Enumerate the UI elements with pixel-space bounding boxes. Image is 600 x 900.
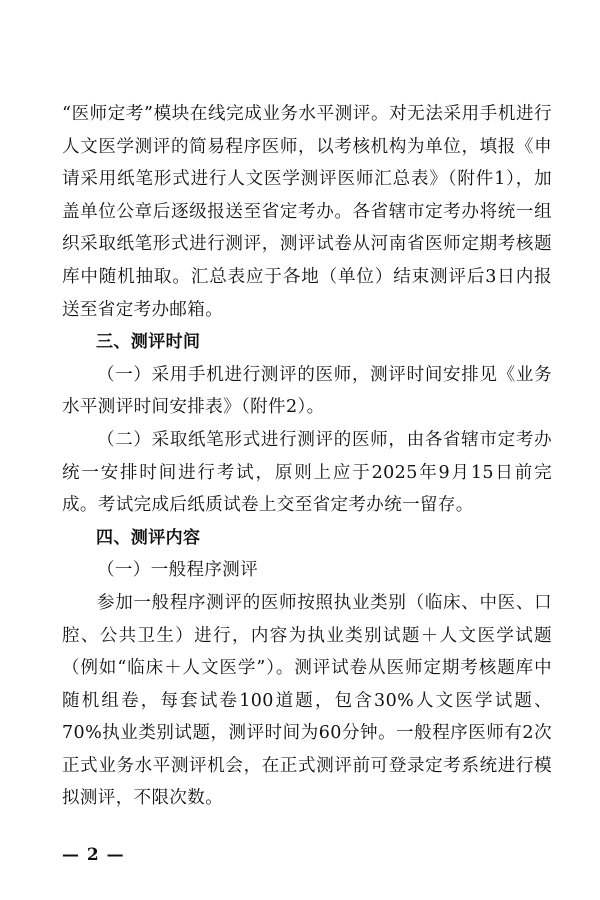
paragraph-general-procedure: 参加一般程序测评的医师按照执业类别（临床、中医、口腔、公共卫生）进行，内容为执业类别试题＋人文医学试题（例如“临床＋人文医学”）。测评试卷从医师定期考核题库中随机组卷，每套试卷100道题，包含30%人文医学试题、70%执业类别试题，测评时间为60分钟。一般程序医师有2次正式业务水平测评机会，在正式测评前可登录定考系统进行模拟测评，不限次数。 bbox=[62, 592, 552, 809]
paragraph-mobile-schedule: （一）采用手机进行测评的医师，测评时间安排见《业务水平测评时间安排表》（附件2）。 bbox=[62, 364, 552, 418]
paragraph-paper-schedule: （二）采取纸笔形式进行测评的医师，由各省辖市定考办统一安排时间进行考试，原则上应于2025年9月15日前完成。考试完成后纸质试卷上交至省定考办统一留存。 bbox=[62, 429, 552, 516]
section-heading-assessment-content: 四、测评内容 bbox=[96, 527, 201, 548]
section-heading-assessment-time: 三、测评时间 bbox=[96, 332, 201, 353]
page-number: — 2 — bbox=[62, 845, 125, 865]
document-body bbox=[62, 98, 552, 815]
paragraph-online-assessment: “医师定考”模块在线完成业务水平测评。对无法采用手机进行人文医学测评的简易程序医师，以考核机构为单位，填报《申请采用纸笔形式进行人文医学测评医师汇总表》（附件1），加盖单位公章后逐级报送至省定考办。各省辖市定考办将统一组织采取纸笔形式进行测评，测评试卷从河南省医师定期考核题库中随机抽取。汇总表应于各地（单位）结束测评后3日内报送至省定考办邮箱。 bbox=[62, 104, 552, 320]
subsection-heading-general-procedure: （一）一般程序测评 bbox=[97, 560, 259, 581]
